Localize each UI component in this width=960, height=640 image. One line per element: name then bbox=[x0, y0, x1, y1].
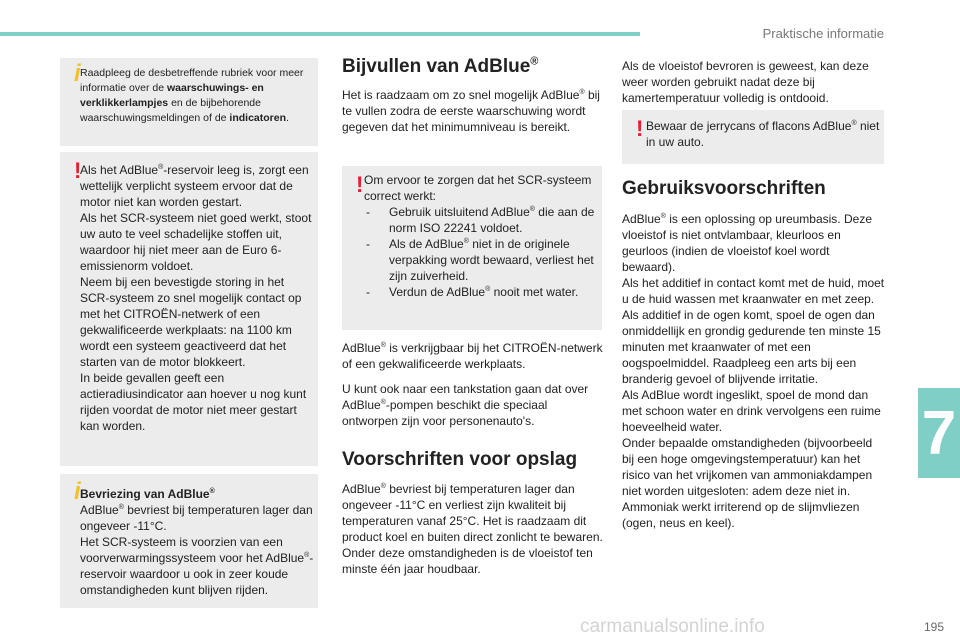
paragraph: Als het SCR-systeem niet goed werkt, stoot uw auto te veel schadelijke stoffen uit, waardoor hij niet meer aan de Euro 6-emissienorm voldoet. bbox=[80, 211, 312, 273]
warning-icon: ! bbox=[74, 158, 82, 183]
warning-icon: ! bbox=[356, 172, 364, 197]
paragraph: AdBlue® bevriest bij temperaturen lager dan ongeveer -11°C en verliest zijn kwaliteit bij temperaturen vanaf 25°C. Het is raadzaam dit product koel en buiten direct zonlicht te bewaren. bbox=[342, 482, 603, 544]
info-icon: i bbox=[74, 60, 81, 87]
chapter-number: 7 bbox=[921, 398, 957, 468]
warning-icon: ! bbox=[636, 116, 644, 141]
section-title-usage: Gebruiksvoorschriften bbox=[622, 178, 826, 199]
page-number: 195 bbox=[923, 620, 944, 634]
paragraph: U kunt ook naar een tankstation gaan dat over AdBlue®-pompen beschikt die speciaal ontworpen zijn voor personenauto's. bbox=[342, 382, 589, 428]
paragraph: Bewaar de jerrycans of flacons AdBlue® niet in uw auto. bbox=[646, 119, 880, 149]
paragraph: AdBlue® is verkrijgbaar bij het CITROËN-netwerk of een gekwalificeerde werkplaats. bbox=[342, 341, 603, 371]
paragraph: Het SCR-systeem is voorzien van een voorverwarmingssysteem voor het AdBlue®-reservoir waardoor u ook in zeer koude omstandigheden kunt blijven rijden. bbox=[80, 535, 314, 597]
paragraph: Als de vloeistof bevroren is geweest, kan deze weer worden gebruikt nadat deze bij kamertemperatuur volledig is ontdooid. bbox=[622, 59, 869, 105]
paragraph: Als AdBlue wordt ingeslikt, spoel de mond dan met schoon water en drink vervolgens een ruime hoeveelheid water. bbox=[622, 388, 881, 434]
chapter-tab bbox=[918, 388, 960, 478]
paragraph: Als het additief in contact komt met de huid, moet u de huid wassen met kraanwater en met zeep. Als additief in de ogen komt, spoel de ogen dan onmiddellijk en grondig gedurende ten minste 15 minuten met kraanwater of met een oogspoelmiddel. Raadpleeg een arts bij een branderig gevoel of blijvende irritatie. bbox=[622, 276, 885, 386]
paragraph: Onder deze omstandigheden is de vloeistof ten minste één jaar houdbaar. bbox=[342, 546, 593, 576]
warning-box-empty-reservoir bbox=[60, 152, 318, 466]
info-box-title: Bevriezing van AdBlue® bbox=[80, 487, 215, 501]
info-box-freezing bbox=[60, 474, 318, 608]
paragraph: Onder bepaalde omstandigheden (bijvoorbeeld bij een hoge omgevingstemperatuur) kan het risico van het vrijkomen van ammoniakdampen niet worden uitgesloten: adem deze niet in. Ammoniak werkt irriterend op de slijmvliezen (ogen, neus en keel). bbox=[622, 436, 873, 530]
paragraph: Neem bij een bevestigde storing in het SCR-systeem zo snel mogelijk contact op met het CITROËN-netwerk of een gekwalificeerde werkplaats: na 1100 km wordt een systeem geactiveerd dat het starten van de motor blokkeert. bbox=[80, 275, 302, 369]
info-icon: i bbox=[74, 478, 81, 505]
info-box-text: Raadpleeg de desbetreffende rubriek voor meer informatie over de waarschuwings- en verklikkerlampjes en de bijbehorende waarschuwingsmeldingen of de indicatoren. bbox=[80, 67, 304, 124]
bullet-list bbox=[364, 204, 598, 300]
warning-box-storage bbox=[622, 110, 884, 164]
header-accent-bar bbox=[0, 32, 640, 36]
list-item: - Als de AdBlue® niet in de originele verpakking wordt bewaard, verliest het zijn zuiverheid. bbox=[364, 236, 598, 284]
list-item: - Verdun de AdBlue® nooit met water. bbox=[364, 284, 598, 300]
list-item: - Gebruik uitsluitend AdBlue® die aan de norm ISO 22241 voldoet. bbox=[364, 204, 598, 236]
info-box-warning-lamps bbox=[60, 58, 318, 146]
warning-box-scr bbox=[342, 166, 602, 330]
paragraph: AdBlue® is een oplossing op ureumbasis. Deze vloeistof is niet ontvlambaar, kleurloos en geurloos (indien de vloeistof koel wordt bewaard). bbox=[622, 212, 872, 274]
paragraph: AdBlue® bevriest bij temperaturen lager dan ongeveer -11°C. bbox=[80, 503, 313, 533]
section-title-storage: Voorschriften voor opslag bbox=[342, 449, 578, 470]
chapter-title: Praktische informatie bbox=[762, 26, 884, 41]
paragraph: Als het AdBlue®-reservoir leeg is, zorgt een wettelijk verplicht systeem ervoor dat de motor niet kan worden gestart. bbox=[80, 163, 309, 209]
paragraph: Het is raadzaam om zo snel mogelijk AdBlue® bij te vullen zodra de eerste waarschuwing wordt gegeven dat het minimumniveau is bereikt. bbox=[342, 88, 600, 134]
watermark: carmanualsonline.info bbox=[580, 616, 765, 637]
paragraph: In beide gevallen geeft een actieradiusindicator aan hoever u nog kunt rijden voordat de motor niet meer gestart kan worden. bbox=[80, 371, 307, 433]
paragraph: Om ervoor te zorgen dat het SCR-systeem correct werkt: bbox=[364, 173, 592, 203]
section-title-refill: Bijvullen van AdBlue® bbox=[342, 55, 539, 77]
